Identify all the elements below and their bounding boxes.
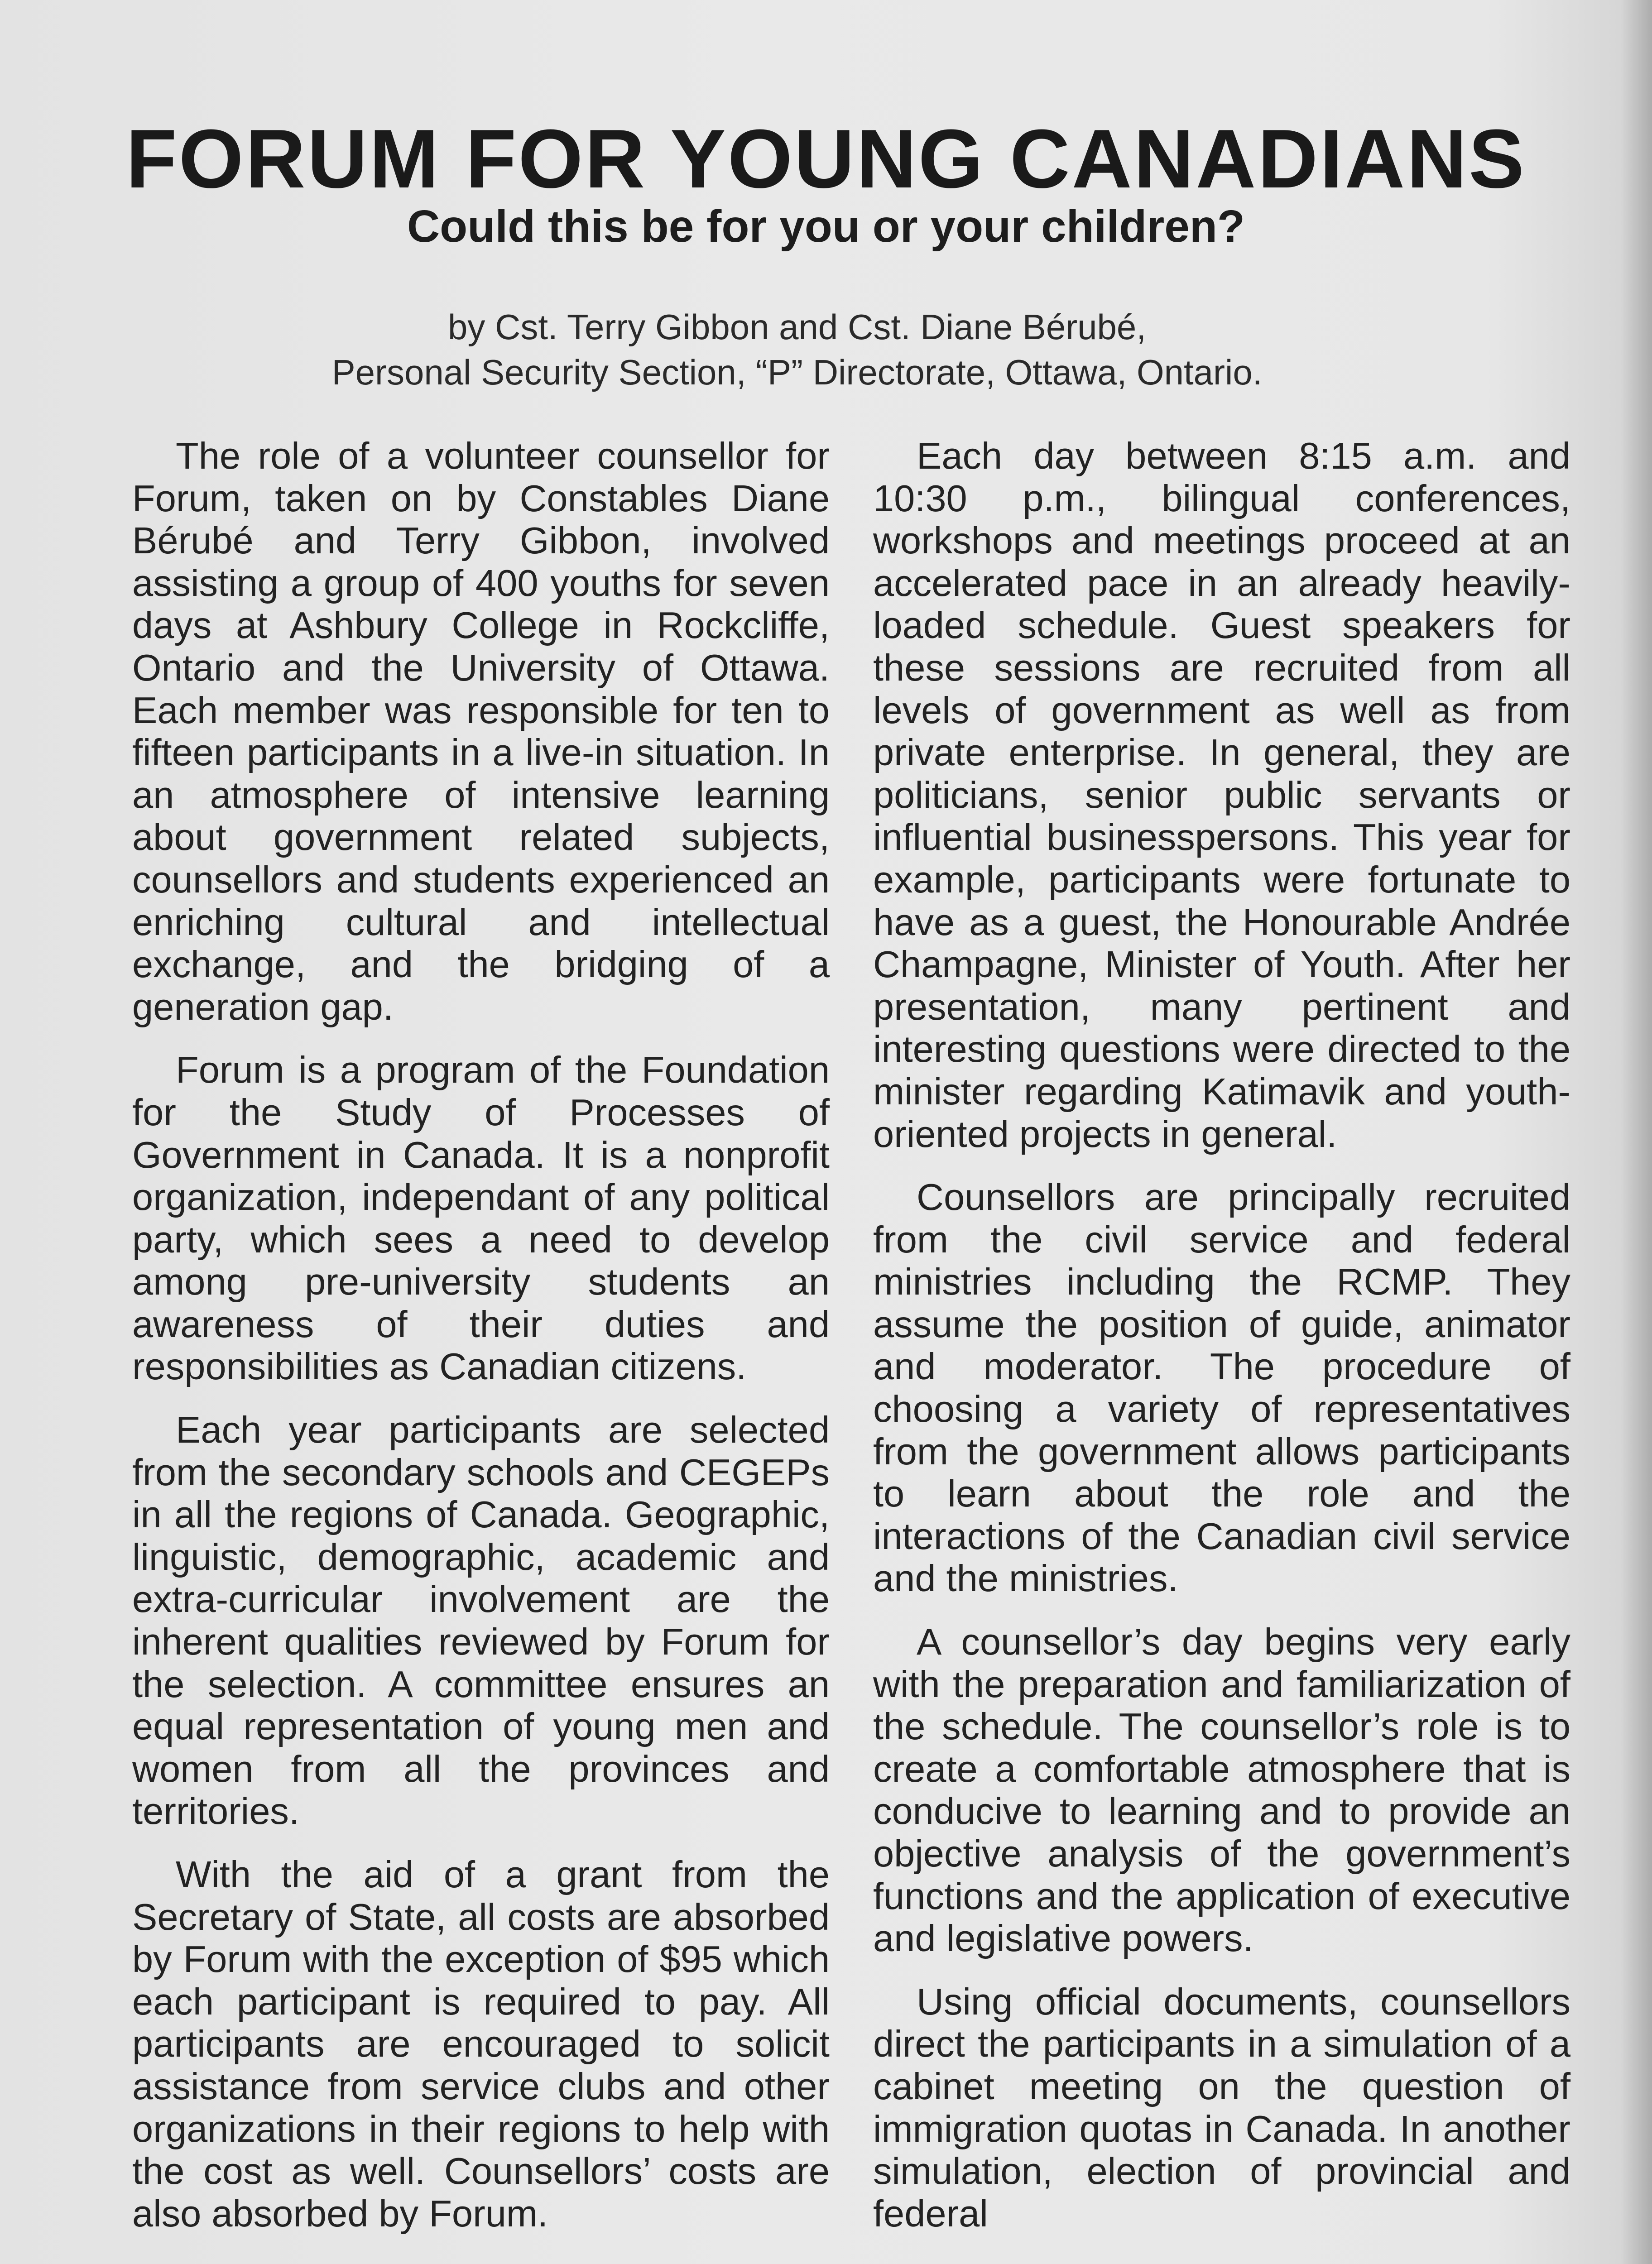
paragraph: Using official documents, counsellors direct the participants in a simulation of a cabinet meeting on the question of immigration quotas in Canada. In another simulation, election of provincial and federal: [873, 1980, 1570, 2235]
article-title: FORUM FOR YOUNG CANADIANS: [126, 112, 1526, 205]
byline: [254, 304, 1340, 395]
paragraph: Each day between 8:15 a.m. and 10:30 p.m., bilingual conferences, workshops and meetings proceed at an accelerated pace in an already heavily-loaded schedule. Guest speakers for these sessions are recruited from all levels of government as well as from private enterprise. In general, they are politicians, senior public servants or influential businesspersons. This year for example, participants were fortunate to have as a guest, the Honourable Andrée Champagne, Minister of Youth. After her presentation, many pertinent and interesting questions were directed to the minister regarding Katimavik and youth-oriented projects in general.: [873, 435, 1570, 1155]
article-subtitle: Could this be for you or your children?: [407, 201, 1245, 252]
paragraph: Counsellors are principally recruited from the civil service and federal ministries including the RCMP. They assume the position of guide, animator and moderator. The procedure of choosing a variety of representatives from the government allows participants to learn about the role and the interactions of the Canadian civil service and the ministries.: [873, 1176, 1570, 1600]
text-column-right: [873, 435, 1570, 2255]
paragraph: The role of a volunteer counsellor for Forum, taken on by Constables Diane Bérubé and Terry Gibbon, involved assisting a group of 400 youths for seven days at Ashbury College in Rockcliffe, Ontario and the University of Ottawa. Each member was responsible for ten to fifteen participants in a live-in situation. In an atmosphere of intensive learning about government related subjects, counsellors and students experienced an enriching cultural and intellectual exchange, and the bridging of a generation gap.: [132, 435, 830, 1028]
paragraph: Each year participants are selected from the secondary schools and CEGEPs in all the regions of Canada. Geographic, linguistic, demographic, academic and extra-curricular involvement are the inherent qualities reviewed by Forum for the selection. A committee ensures an equal representation of young men and women from all the provinces and territories.: [132, 1409, 830, 1832]
paragraph: With the aid of a grant from the Secretary of State, all costs are absorbed by Forum with the exception of $95 which each participant is required to pay. All participants are encouraged to solicit assistance from service clubs and other organizations in their regions to help with the cost as well. Counsellors’ costs are also absorbed by Forum.: [132, 1853, 830, 2235]
text-column-left: [132, 435, 830, 2255]
paragraph: Forum is a program of the Foundation for the Study of Processes of Government in Canada. It is a nonprofit organization, independant of any political party, which sees a need to develop among pre-university students an awareness of their duties and responsibilities as Canadian citizens.: [132, 1049, 830, 1388]
byline-affiliation: Personal Security Section, “P” Directorate, Ottawa, Ontario.: [331, 352, 1263, 392]
page-edge-shadow: [1620, 0, 1652, 2264]
byline-authors: by Cst. Terry Gibbon and Cst. Diane Bérubé,: [448, 307, 1146, 347]
paragraph: A counsellor’s day begins very early with the preparation and familiarization of the schedule. The counsellor’s role is to create a comfortable atmosphere that is conducive to learning and to provide an objective analysis of the government’s functions and the application of executive and legislative powers.: [873, 1621, 1570, 1960]
